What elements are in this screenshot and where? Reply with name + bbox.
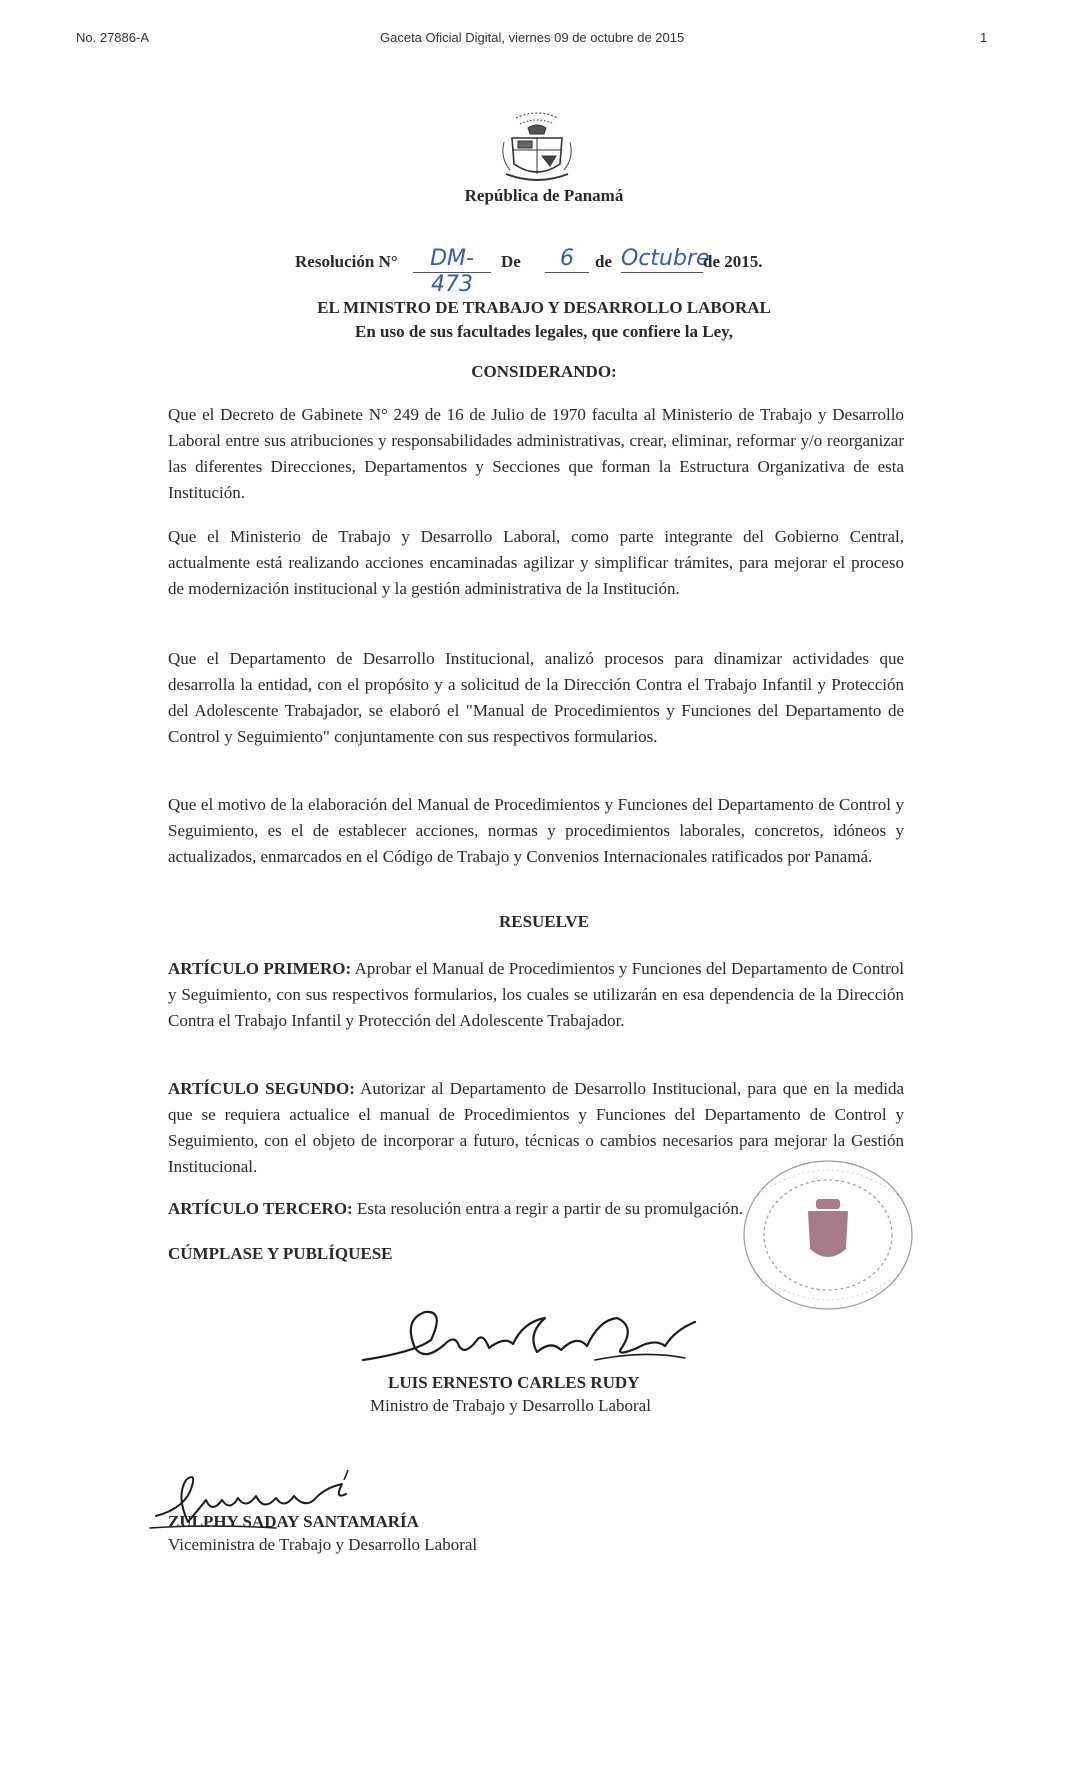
gazette-number: No. 27886-A <box>76 30 149 45</box>
consideration-paragraph: Que el motivo de la elaboración del Manual de Procedimientos y Funciones del Departamento de Control y Seguimiento, es el de establecer acciones, normas y procedimientos laborales, concretos, idóneos y actualizados, enmarcados en el Código de Trabajo y Convenios Internacionales ratificados por Panamá. <box>168 795 904 866</box>
article-title: ARTÍCULO TERCERO: <box>168 1199 353 1218</box>
resolution-de-label: De <box>501 252 521 271</box>
minister-title: Ministro de Trabajo y Desarrollo Laboral <box>370 1396 651 1415</box>
republic-title: República de Panamá <box>464 186 624 205</box>
article-text: Esta resolución entra a regir a partir de su promulgación. <box>356 1199 744 1218</box>
vice-minister-title: Viceministra de Trabajo y Desarrollo Laboral <box>168 1535 478 1554</box>
authority-heading: EL MINISTRO DE TRABAJO Y DESARROLLO LABORAL <box>317 298 771 317</box>
consideration-paragraph: Que el Departamento de Desarrollo Institucional, analizó procesos para dinamizar actividades que desarrolla la entidad, con el propósito y a solicitud de la Dirección Contra el Trabajo Infantil y Protección del Adolescente Trabajador, se elaboró el "Manual de Procedimientos y Funciones del Departamento de Control y Seguimiento" conjuntamente con sus respectivos formularios. <box>168 649 904 746</box>
consideration-paragraph: Que el Ministerio de Trabajo y Desarrollo Laboral, como parte integrante del Gobierno Central, actualmente está realizando acciones encaminadas agilizar y simplificar trámites, para mejorar el proceso de modernización institucional y la gestión administrativa de la Institución. <box>168 527 904 598</box>
coat-of-arms-icon <box>498 108 576 188</box>
article-title: ARTÍCULO SEGUNDO: <box>168 1079 355 1098</box>
faculties-line: En uso de sus facultades legales, que confiere la Ley, <box>355 322 733 341</box>
resolve-heading: RESUELVE <box>498 912 590 931</box>
page-number: 1 <box>980 30 988 45</box>
closing-formula: CÚMPLASE Y PUBLÍQUESE <box>168 1244 393 1263</box>
resolution-month: Octubre <box>621 246 710 271</box>
article-text: Aprobar el Manual de Procedimientos y Funciones del Departamento de Control y Seguimiento, con sus respectivos formularios, los cuales se utilizarán en esa dependencia de la Dirección Contra el Trabajo Infantil y Protección del Adolescente Trabajador. <box>168 959 904 1030</box>
resolution-year: de 2015. <box>703 252 763 271</box>
article-text: Autorizar al Departamento de Desarrollo Institucional, para que en la medida que se requiera actualice el manual de Procedimientos y Funciones del Departamento de Control y Seguimiento, con el objeto de incorporar a futuro, técnicas o cambios necesarios para mejorar la Gestión Institucional. <box>168 1079 905 1176</box>
minister-signature <box>355 1300 705 1374</box>
article-paragraph <box>168 956 904 1034</box>
minister-name: LUIS ERNESTO CARLES RUDY <box>388 1373 640 1392</box>
resolution-label: Resolución N° <box>295 252 398 271</box>
official-seal-stamp <box>728 1155 918 1315</box>
vice-minister-name: ZULPHY SADAY SANTAMARÍA <box>168 1512 419 1531</box>
resolution-number: DM-473 <box>413 246 491 273</box>
considering-heading: CONSIDERANDO: <box>471 362 617 381</box>
resolution-de-label-2: de <box>595 252 612 271</box>
gazette-title: Gaceta Oficial Digital, viernes 09 de octubre de 2015 <box>380 30 685 45</box>
resolution-line <box>295 242 815 297</box>
resolution-day: 6 <box>545 246 589 273</box>
article-title: ARTÍCULO PRIMERO: <box>168 959 352 978</box>
running-header <box>0 30 1088 50</box>
consideration-paragraph: Que el Decreto de Gabinete N° 249 de 16 de Julio de 1970 faculta al Ministerio de Trabajo y Desarrollo Laboral entre sus atribuciones y responsabilidades administrativas, crear, eliminar, reformar y/o reorganizar las diferentes Direcciones, Departamentos y Secciones que forman la Estructura Organizativa de esta Institución. <box>168 405 904 502</box>
